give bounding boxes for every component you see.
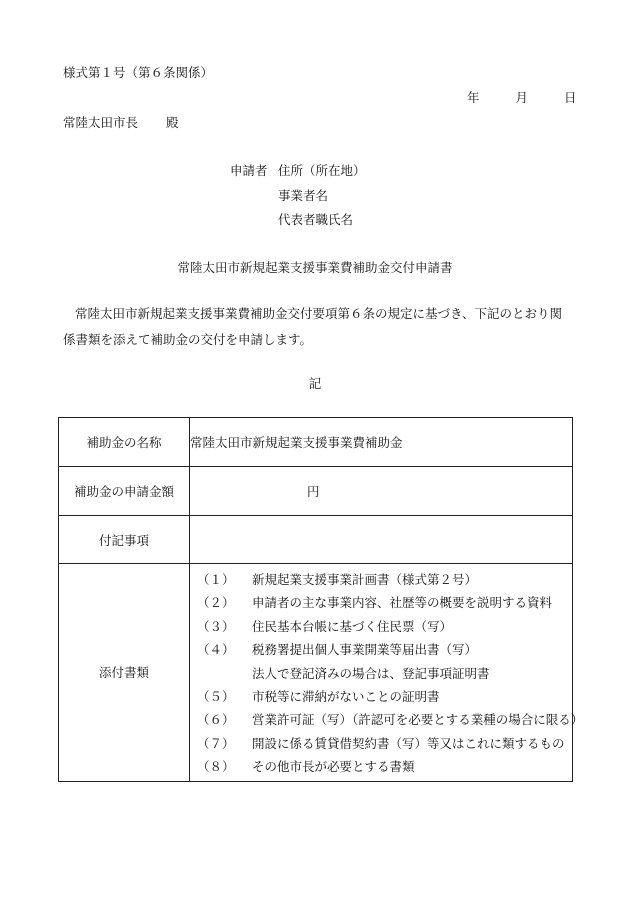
notes-value bbox=[190, 516, 573, 564]
applicant-business-name-field: 事業者名 bbox=[278, 188, 329, 203]
date-month: 月 bbox=[515, 90, 528, 105]
table-row bbox=[59, 516, 573, 564]
list-item: （６） 営業許可証（写）（許認可を必要とする業種の場合に限る） bbox=[197, 712, 584, 728]
date-line bbox=[467, 88, 576, 106]
amount-unit: 円 bbox=[307, 484, 320, 499]
addressee-name: 常陸太田市長 bbox=[63, 115, 139, 130]
list-item: （５） 市税等に滞納がないことの証明書 bbox=[197, 688, 440, 704]
addressee-honorific: 殿 bbox=[166, 115, 179, 130]
table-row bbox=[59, 564, 573, 782]
list-item: （８） その他市長が必要とする書類 bbox=[197, 759, 415, 775]
addressee bbox=[63, 113, 179, 131]
applicant-representative-field: 代表者職氏名 bbox=[278, 212, 354, 227]
attachments-list bbox=[190, 564, 584, 781]
date-day: 日 bbox=[563, 90, 577, 105]
subsidy-name-value: 常陸太田市新規起業支援事業費補助金 bbox=[190, 418, 573, 467]
form-number: 様式第１号（第６条関係） bbox=[63, 65, 214, 80]
applicant-address-field: 住所（所在地） bbox=[278, 163, 366, 178]
list-item: （４） 税務署提出個人事業開業等届出書（写） bbox=[197, 642, 478, 658]
document-title: 常陸太田市新規起業支援事業費補助金交付申請書 bbox=[177, 260, 453, 275]
ki-heading: 記 bbox=[308, 376, 322, 391]
body-paragraph: 常陸太田市新規起業支援事業費補助金交付要項第６条の規定に基づき、下記のとおり関係書類を添えて補助金の交付を申請します。 bbox=[63, 306, 563, 347]
attachments-label: 添付書類 bbox=[59, 564, 190, 782]
applicant-label: 申請者 bbox=[230, 163, 268, 178]
application-amount-cell bbox=[190, 467, 573, 516]
application-amount-label: 補助金の申請金額 bbox=[59, 467, 190, 516]
list-item: 法人で登記済みの場合は、登記事項証明書 bbox=[252, 665, 490, 681]
table-row bbox=[59, 418, 573, 467]
notes-label: 付記事項 bbox=[59, 516, 190, 564]
date-year: 年 bbox=[467, 90, 480, 105]
list-item: （１） 新規起業支援事業計画書（様式第２号） bbox=[197, 572, 478, 587]
list-item: （７） 開設に係る賃貸借契約書（写）等又はこれに類するもの bbox=[197, 735, 565, 751]
details-table bbox=[58, 417, 584, 782]
table-row bbox=[59, 467, 573, 516]
subsidy-name-label: 補助金の名称 bbox=[59, 418, 190, 467]
attachments-cell bbox=[190, 564, 584, 782]
list-item: （３） 住民基本台帳に基づく住民票（写） bbox=[197, 618, 453, 634]
list-item: （２） 申請者の主な事業内容、社歴等の概要を説明する資料 bbox=[197, 595, 553, 611]
